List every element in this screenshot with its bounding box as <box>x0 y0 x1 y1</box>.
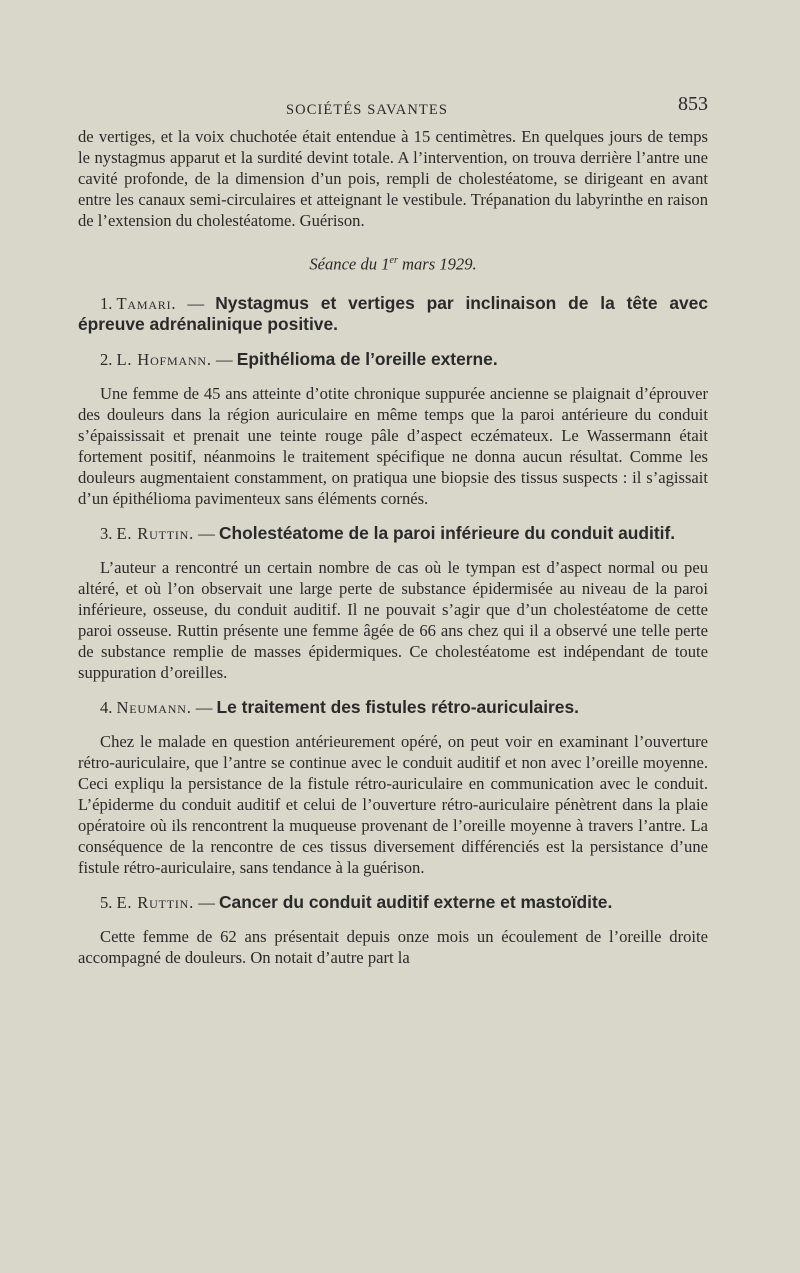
entry-dash: — <box>176 293 216 313</box>
page-content <box>78 94 708 968</box>
entry-number: 2. <box>100 349 113 369</box>
entry-dash: — <box>194 892 219 912</box>
seance-sup: er <box>389 255 398 266</box>
entry-title: Le traitement des fistules rétro-auriculaires. <box>216 696 579 717</box>
seance-prefix: Séance du 1 <box>309 254 390 274</box>
entry-number: 1. <box>100 293 113 313</box>
entry-number: 4. <box>100 697 113 717</box>
entry-title: Nystagmus et vertiges par inclinaison de la tête avec épreuve adrénalinique positive. <box>78 292 709 334</box>
entry-title: Epithélioma de l’oreille externe. <box>236 348 498 369</box>
entry-dash: — <box>191 697 217 717</box>
page-number: 853 <box>678 93 708 115</box>
entry-dash: — <box>194 523 219 543</box>
entry-body: Cette femme de 62 ans présentait depuis onze mois un écoulement de l’oreille droite accompagné de douleurs. On notait d’autre part la <box>78 926 708 967</box>
entry-author: E. Ruttin. <box>116 523 195 543</box>
entry-body: L’auteur a rencontré un certain nombre de cas où le tympan est d’aspect normal ou peu altéré, et où l’on observait une large perte de substance épidermisée au niveau de la paroi inférieure, osseuse, du conduit auditif. Il ne pouvait s’agir que d’un cholestéatome de cette paroi osseuse. Ruttin présente une femme âgée de 66 ans chez qui il a observé une telle perte de substance remplie de masses épidermiques. Ce cholestéatome est indépendant de toute suppuration d’oreilles. <box>78 557 708 682</box>
entry-author: E. Ruttin. <box>116 892 195 912</box>
running-title: SOCIÉTÉS SAVANTES <box>286 102 448 118</box>
entry-number: 5. <box>100 892 113 912</box>
running-header <box>78 94 708 126</box>
entry-heading <box>78 349 708 370</box>
intro-paragraph: de vertiges, et la voix chuchotée était entendue à 15 centimètres. En quelques jours de temps le nystagmus apparut et la surdité devint totale. A l’intervention, on trouva derrière l’antre une cavité profonde, de la dimension d’un pois, rempli de cholestéatome, se dirigeant en avant entre les canaux semi-circulaires et atteignant le vestibule. Trépanation du labyrinthe en raison de l’extension du cholestéatome. Guérison. <box>78 127 708 230</box>
entry-heading <box>78 892 708 913</box>
entry-title: Cholestéatome de la paroi inférieure du conduit auditif. <box>218 522 676 543</box>
entry-author: Neumann. <box>116 697 192 717</box>
entry-body: Une femme de 45 ans atteinte d’otite chronique suppurée ancienne se plaignait d’éprouver des douleurs dans la région auriculaire en même temps que la paroi antérieure du conduit s’épaississait et prenait une teinte rouge pâle d’aspect eczémateux. Le Wassermann était fortement positif, néanmoins le traitement spécifique ne donna aucun résultat. Comme les douleurs augmentaient constamment, on pratiqua une biopsie des tissus suspects : il s’agissait d’un épithélioma pavimenteux sans éléments cornés. <box>78 383 708 508</box>
entry-dash: — <box>211 349 237 369</box>
entry-body: Chez le malade en question antérieurement opéré, on peut voir en examinant l’ouverture rétro-auriculaire, que l’antre se continue avec le conduit auditif et non avec l’oreille moyenne. Ceci expliqu la persistance de la fistule rétro-auriculaire en communication avec le conduit. L’épiderme du conduit auditif et celui de l’ouverture rétro-auriculaire pénètrent dans la plaie opératoire où ils rencontrent la muqueuse provenant de l’oreille moyenne à travers l’antre. La conséquence de la rencontre de ces tissus diversement différenciés est la persistance d’une fistule rétro-auriculaire, sans tendance à la guérison. <box>78 731 708 877</box>
seance-date <box>78 250 708 275</box>
entry-heading <box>78 523 708 544</box>
entry-title: Cancer du conduit auditif externe et mastoïdite. <box>218 891 613 912</box>
entry-author: L. Hofmann. <box>116 349 212 369</box>
entry-heading <box>78 697 708 718</box>
seance-suffix: mars 1929. <box>397 254 477 274</box>
entry-number: 3. <box>100 523 113 543</box>
entry-heading <box>78 293 708 335</box>
entry-author: Tamari. <box>116 293 177 313</box>
